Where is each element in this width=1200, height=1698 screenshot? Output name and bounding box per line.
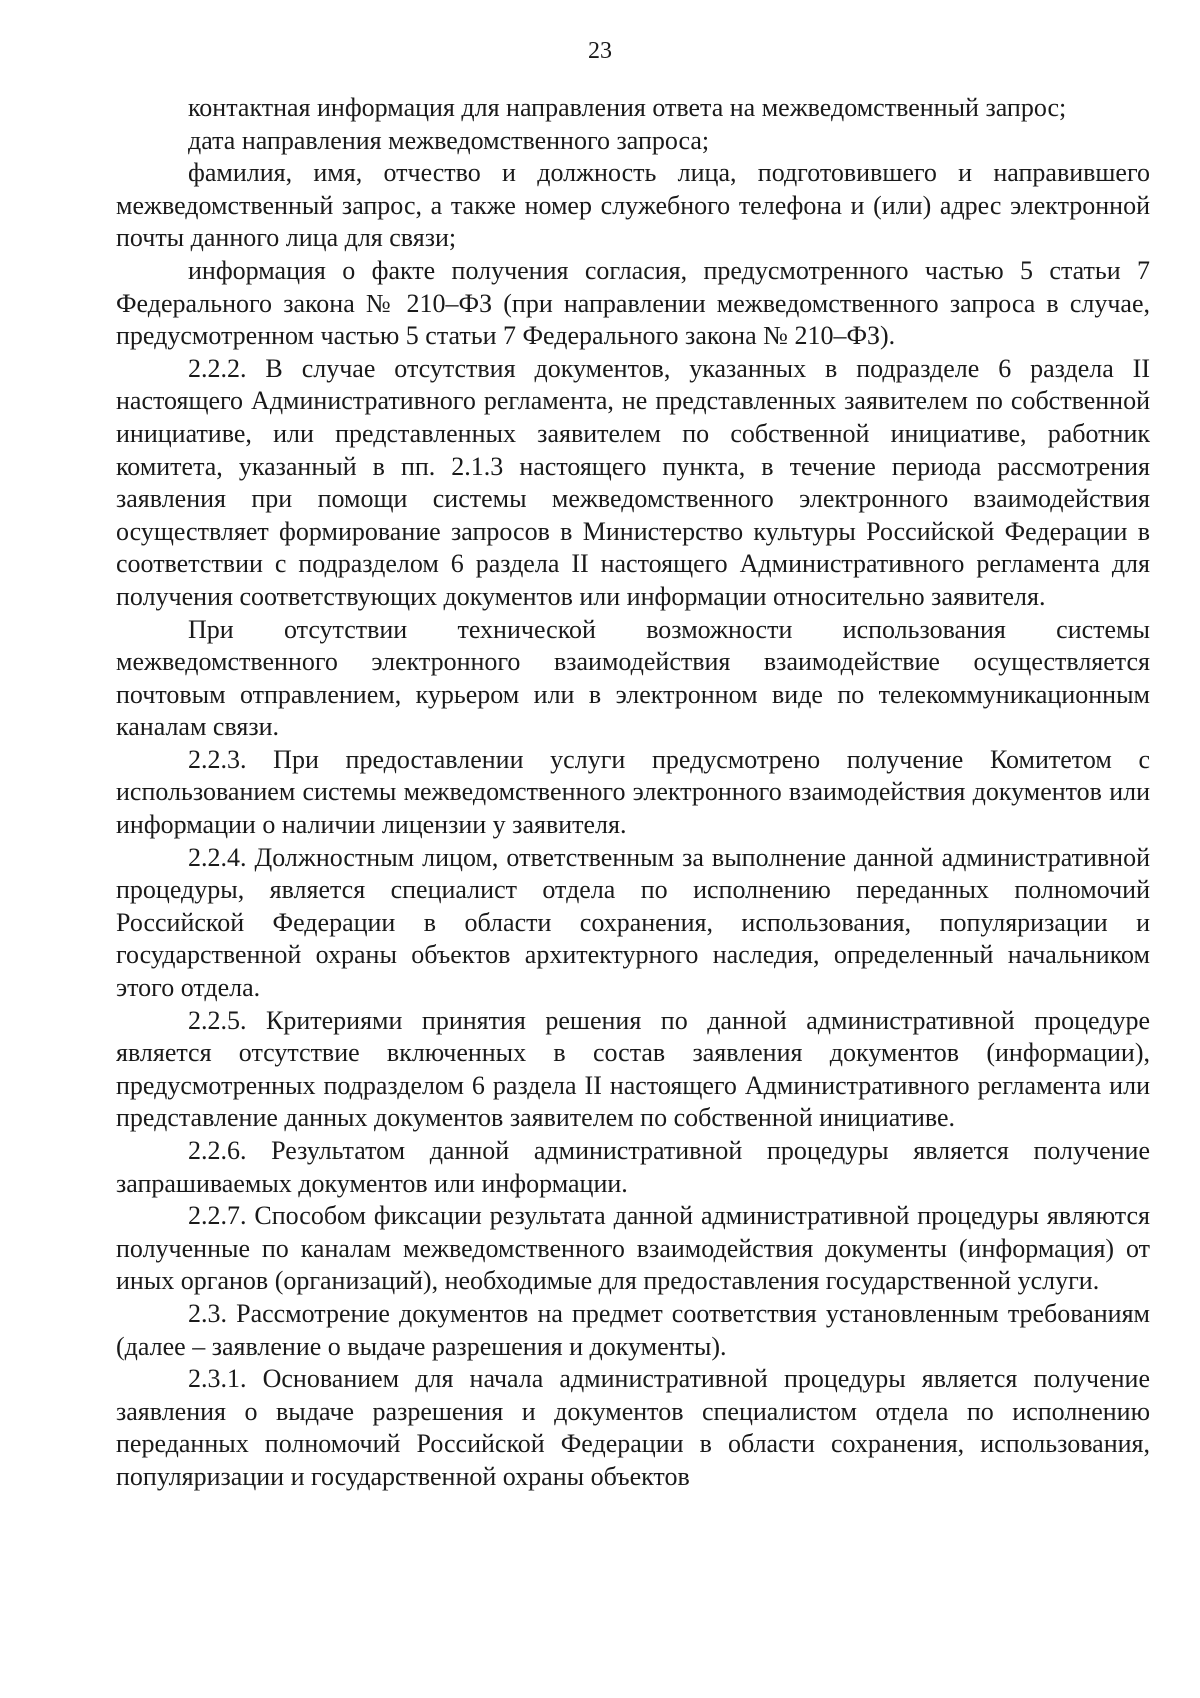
paragraph-consent-info: информация о факте получения согласия, предусмотренного частью 5 статьи 7 Федерального закона № 210–ФЗ (при направлении межведомственного запроса в случае, предусмотренном частью 5 статьи 7 Федерального закона № 210–ФЗ).	[116, 255, 1150, 351]
paragraph-2-2-6: 2.2.6. Результатом данной административной процедуры является получение запрашиваемых документов или информации.	[116, 1136, 1150, 1198]
paragraph-request-date: дата направления межведомственного запроса;	[188, 125, 710, 155]
paragraph-2-2-2: 2.2.2. В случае отсутствия документов, указанных в подразделе 6 раздела II настоящего Административного регламента, не представленных заявителем по собственной инициативе, или представленных заявителем по собственной инициативе, работник комитета, указанный в пп. 2.1.3 настоящего пункта, в течение периода рассмотрения заявления при помощи системы межведомственного электронного взаимодействия осуществляет формирование запросов в Министерство культуры Российской Федерации в соответствии с подразделом 6 раздела II настоящего Административного регламента для получения соответствующих документов или информации относительно заявителя.	[116, 353, 1150, 611]
page-number: 23	[588, 38, 612, 64]
paragraph-contact-info: контактная информация для направления ответа на межведомственный запрос;	[188, 93, 1067, 122]
paragraph-responsible-person: фамилия, имя, отчество и должность лица, подготовившего и направившего межведомственный запрос, а также номер служебного телефона и (или) адрес электронной почты данного лица для связи;	[116, 158, 1150, 253]
document-body	[116, 92, 1150, 1494]
paragraph-2-2-3: 2.2.3. При предоставлении услуги предусмотрено получение Комитетом с использованием системы межведомственного электронного взаимодействия документов или информации о наличии лицензии у заявителя.	[116, 744, 1150, 840]
paragraph-2-3: 2.3. Рассмотрение документов на предмет соответствия установленным требованиям (далее – заявление о выдаче разрешения и документы).	[116, 1298, 1150, 1361]
paragraph-2-2-5: 2.2.5. Критериями принятия решения по данной административной процедуре является отсутствие включенных в состав заявления документов (информации), предусмотренных подразделом 6 раздела II настоящего Административного регламента или представление данных документов заявителем по собственной инициативе.	[116, 1005, 1150, 1133]
paragraph-2-2-7: 2.2.7. Способом фиксации результата данной административной процедуры являются полученные по каналам межведомственного взаимодействия документы (информация) от иных органов (организаций), необходимые для предоставления государственной услуги.	[116, 1201, 1150, 1296]
paragraph-2-3-1: 2.3.1. Основанием для начала административной процедуры является получение заявления о выдаче разрешения и документов специалистом отдела по исполнению переданных полномочий Российской Федерации в области сохранения, использования, популяризации и государственной охраны объектов	[116, 1364, 1150, 1491]
paragraph-2-2-4: 2.2.4. Должностным лицом, ответственным за выполнение данной административной процедуры, является специалист отдела по исполнению переданных полномочий Российской Федерации в области сохранения, использования, популяризации и государственной охраны объектов архитектурного наследия, определенный начальником этого отдела.	[116, 842, 1150, 1003]
paragraph-no-technical-possibility: При отсутствии технической возможности использования системы межведомственного электронного взаимодействия взаимодействие осуществляется почтовым отправлением, курьером или в электронном виде по телекоммуникационным каналам связи.	[116, 614, 1150, 742]
